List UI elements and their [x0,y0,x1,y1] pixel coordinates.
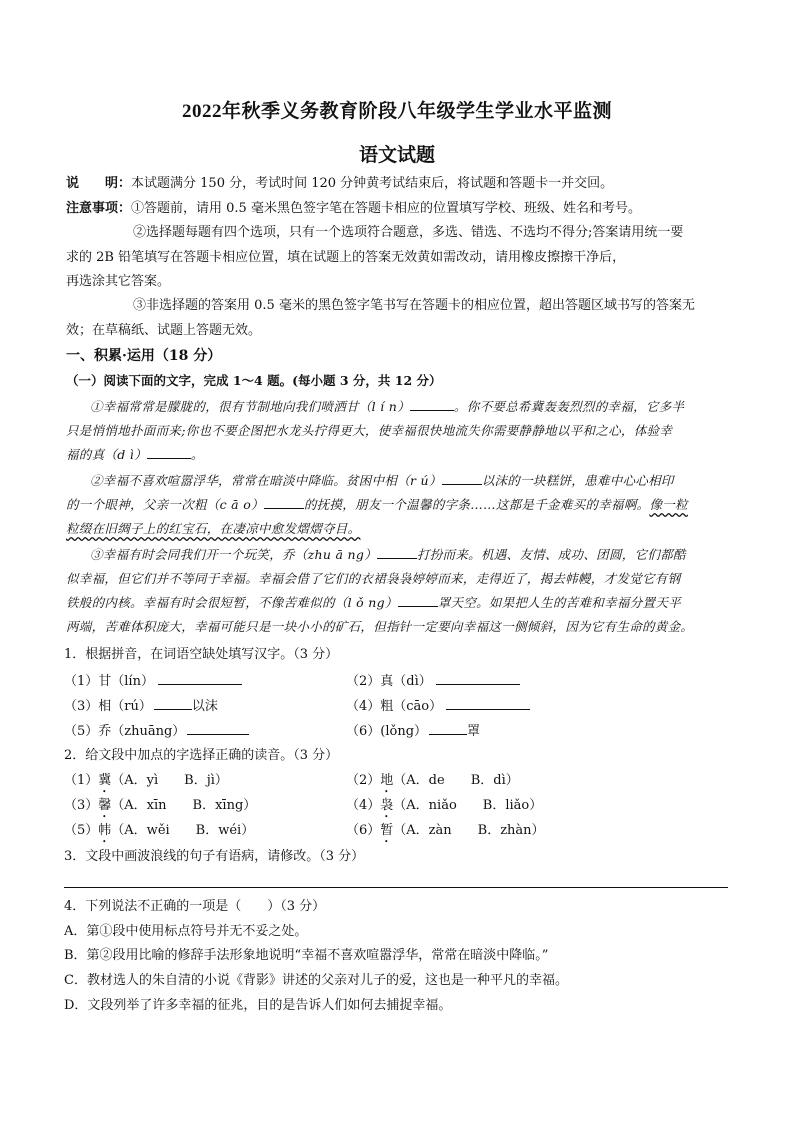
q2-item-5 [64,823,254,846]
q2-item-6 [346,823,545,846]
q1-item-3 [64,697,218,715]
text-span: （1）甘（lín） [64,674,154,689]
q4-option-d: D．文段列举了许多幸福的征兆，目的是告诉人们如何去捕捉幸福。 [64,998,452,1013]
answer-blank[interactable] [446,697,530,710]
answer-blank[interactable] [154,697,192,710]
passage-p1-line-3 [66,446,730,464]
text-span: 的抚摸，朋友一个温馨的字条……这都是千金难买的幸福啊。 [303,497,650,512]
answer-blank[interactable] [147,446,191,459]
text-span: （A．niǎo B．liǎo） [393,798,543,813]
text-span: （5）乔（zhuāng） [64,724,186,739]
q2-item-2 [346,773,519,796]
dotted-char: 冀 [98,773,112,788]
text-span: （4） [346,798,381,813]
dotted-char: 暂 [380,823,394,838]
passage-p2-line-1 [90,472,754,490]
text-span: 以沫 [191,699,218,714]
q1-item-5 [64,722,249,740]
text-span: （4）粗（cāo） [346,699,443,714]
q3-stem: 3．文段中画波浪线的句子有语病，请修改。（3 分） [64,849,365,864]
note-3-line-1: ③非选择题的答案用 0.5 毫米的黑色签字笔书写在答题卡的相应位置，超出答题区域书写的答案无 [133,298,695,313]
wavy-sentence: 粒缀在旧绸子上的红宝石，在凄凉中愈发熠熠夺目。 [66,521,361,536]
answer-blank[interactable] [442,472,482,485]
section-1-title: 一、积累·运用（18 分） [66,348,222,364]
text-span: （A．wěi B．wéi） [111,823,255,838]
passage-p3-line-4: 两端，苦难体积庞大，幸福可能只是一块小小的矿石，但指针一定要向幸福这一侧倾斜，因为它有生命的黄金。 [66,619,694,634]
q4-stem: 4．下列说法不正确的一项是（ ）（3 分） [64,899,326,914]
q1-item-1 [64,672,242,690]
answer-blank[interactable] [158,672,242,685]
instructions-shuoming [66,176,736,192]
text-span: （A．zàn B．zhàn） [393,823,545,838]
passage-p3-line-3 [66,594,730,612]
dotted-char: 地 [380,773,394,788]
text-span: 罩天空。如果把人生的苦难和幸福分置天平 [437,595,681,610]
passage-p2-line-2 [66,496,730,514]
text-span: ①幸福常常是朦胧的，很有节制地向我们喷洒甘（l í n） [90,399,410,414]
note-1: ①答题前，请用 0.5 毫米黑色签字笔在答题卡相应的位置填写学校、班级、姓名和考号。 [131,201,641,216]
passage-p2-line-3 [66,520,730,538]
text-span: 以沫的一块糕饼，患难中心心相印 [481,473,674,488]
text-span: （1） [64,773,99,788]
answer-blank[interactable] [264,496,304,509]
q2-stem: 2．给文段中加点的字选择正确的读音。（3 分） [64,748,339,763]
instructions-notes [66,201,736,217]
text-span: 罩 [467,724,481,739]
passage-p3-line-1 [90,546,754,564]
q4-option-b: B．第②段用比喻的修辞手法形象地说明“幸福不喜欢喧嚣浮华，常常在暗淡中降临。” [64,948,549,963]
q4-option-c: C．教材选人的朱自清的小说《背影》讲述的父亲对儿子的爱，这也是一种平凡的幸福。 [64,973,568,988]
note-2-line-3: 再选涂其它答案。 [66,274,171,289]
text-span: 福的真（d ì） [66,447,147,462]
answer-blank[interactable] [429,722,467,735]
passage-p1-line-2: 只是悄悄地扑面而来;你也不要企图把水龙头拧得更大，使幸福很快地流失你需要静静地以平和之心，体验幸 [66,423,673,438]
q1-item-2 [346,672,520,690]
dotted-char: 袅 [380,798,394,813]
answer-blank[interactable] [377,546,417,559]
q2-item-4 [346,798,542,821]
q4-option-a: A．第①段中使用标点符号并无不妥之处。 [64,924,308,939]
q1-stem: 1．根据拼音，在词语空缺处填写汉字。（3 分） [64,647,339,662]
text-span: （A．de B．dì） [393,773,519,788]
text-span: （5） [64,823,99,838]
dotted-char: 馨 [98,798,112,813]
text-span: （2）真（dì） [346,674,432,689]
shuoming-label: 说 明： [66,176,132,191]
section-1-subtitle: （一）阅读下面的文字，完成 1～4 题。(每小题 3 分，共 12 分） [66,373,442,388]
text-span: 。你不要总希冀轰轰烈烈的幸福，它多半 [453,399,685,414]
note-2-line-2: 求的 2B 铅笔填写在答题卡相应位置，填在试题上的答案无效黄如需改动，请用橡皮擦擦干净后， [66,250,626,265]
note-3-line-2: 效；在草稿纸、试题上答题无效。 [66,323,262,338]
notes-label: 注意事项： [66,201,132,216]
text-span: 铁般的内核。幸福有时会很短暂，不像苦难似的（l ǒ ng） [66,595,398,610]
q2-item-3 [64,798,256,821]
note-2-line-1: ②选择题每题有四个选项，只有一个选项符合题意，多选、错选、不选均不得分;答案请用统一要 [133,225,684,240]
dotted-char: 帏 [98,823,112,838]
text-span: （A．yì B．jì） [111,773,228,788]
answer-blank[interactable] [410,398,454,411]
text-span: 。 [190,447,204,462]
exam-subtitle: 语文试题 [358,144,435,166]
q1-item-6 [346,722,480,740]
wavy-sentence: 像一粒 [649,497,688,512]
text-span: 打扮而来。机遇、友情、成功、团圆，它们都酷 [416,547,686,562]
q3-answer-line[interactable] [64,887,728,888]
text-span: （A．xīn B．xīng） [111,798,257,813]
answer-blank[interactable] [436,672,520,685]
text-span: 的一个眼神，父亲一次粗（c ā o） [66,497,264,512]
text-span: （6） [346,823,381,838]
passage-p3-line-2: 似幸福，但它们并不等同于幸福。幸福会借了它们的衣裙袅袅婷婷而来，走得近了，揭去帏幔，才发觉它有钢 [66,571,681,586]
exam-title: 2022年秋季义务教育阶段八年级学生学业水平监测 [181,101,612,122]
q2-item-1 [64,773,228,796]
text-span: （3） [64,798,99,813]
text-span: ③幸福有时会同我们开一个玩笑，乔（zhu ā ng） [90,547,377,562]
text-span: （2） [346,773,381,788]
text-span: （3）相（rú） [64,699,152,714]
q1-item-4 [346,697,530,715]
text-span: ②幸福不喜欢喧嚣浮华，常常在暗淡中降临。贫困中相（r ú） [90,473,442,488]
answer-blank[interactable] [398,594,438,607]
answer-blank[interactable] [187,722,249,735]
passage-p1-line-1 [90,398,754,416]
text-span: （6）(lǒng） [346,724,428,739]
shuoming-text: 本试题满分 150 分，考试时间 120 分钟黄考试结束后，将试题和答题卡一并交回。 [131,176,614,191]
